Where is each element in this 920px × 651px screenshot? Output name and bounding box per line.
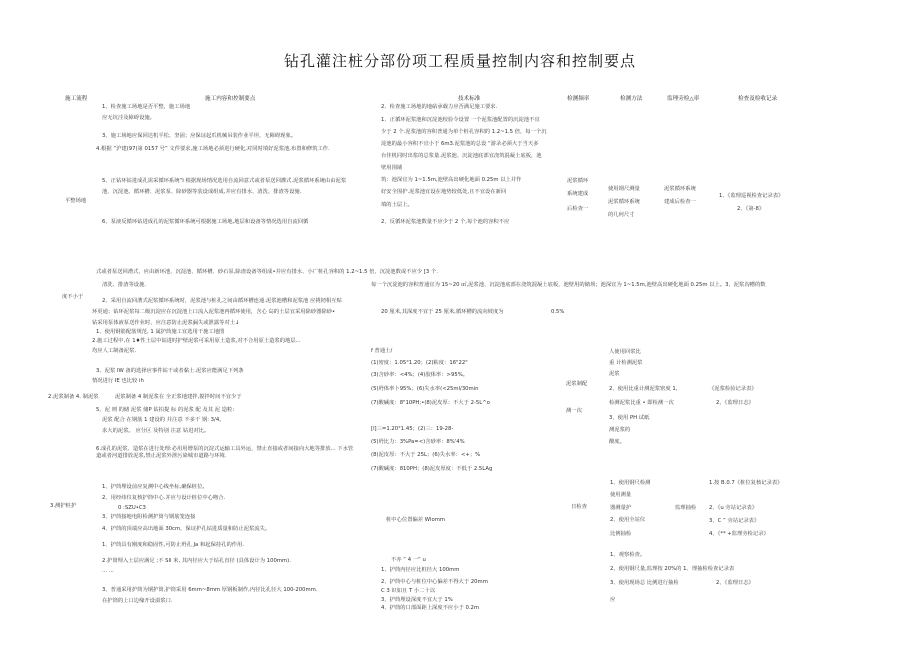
casing-content-6b: ... ... — [102, 568, 114, 574]
casing-method-5: 2、使用钢尺量,监理按 20%的 1、理抽检检查记录表 — [610, 566, 735, 572]
casing-record-2: 2、《u 旁站记录表》 — [709, 505, 758, 511]
mud-intro: 式或者泵送回漕式，应由新环池、沉淀池、循环槽、砂石泵,除渣设备等组成•并应有排水、小广桩孔容积的 1.2~1.5 倍，沉淀池数或不应少 [3 个. — [96, 269, 438, 275]
prep-content-5b: 泥浆 配合 在钢筋 1 建设的 并注意 不多干 钢: 3/4。 — [102, 417, 225, 423]
prep-method-7: 酸度。 — [609, 439, 625, 445]
prep-method-5: 3、使用 PH 试纸 — [609, 415, 650, 421]
prep-method-4: 2、使用比重计测泥浆密度 1, — [609, 386, 678, 392]
process-site-levelling: 平整场地 — [65, 198, 87, 204]
site-content-5: 5、正钻环钻进成孔需采循环系统“I 根据现场情况选用自流回意式或者泵送回灌式.泥浆循环系统由由泥浆 — [102, 178, 347, 184]
prep-content-6: 6.成孔的泥浆、造浆在进行处理:必用用增泵的沉淀式运输工具外运，禁止直接或者间接向大地等排放... 下水管道或者河道排放泥浆,禁止泥浆外泄污染城市道路与环境. — [96, 446, 354, 459]
casing-record-5: 2、《监理日志》 — [716, 580, 754, 586]
site-standard-2d: 台佳机同时出浆的总浆量.泥浆池、沉淀池底部宜浇筑混凝土底板，池 — [381, 153, 542, 159]
site-standard-2h: 填的土层上。 — [381, 202, 413, 208]
site-method-2: 泥浆循环系统 — [608, 199, 640, 205]
casing-standard-6: 4、护筒的口部面距上深度不应小于 0.2m — [381, 605, 480, 611]
site-freq-2: 系统建成 — [567, 191, 589, 197]
site-content-1: 1、检查施工场地是否平整，施工场地 — [102, 104, 191, 110]
site-content-6: 6、泵液反循环钻进成孔的泥浆循环系统可根据施工场地,地层和设备等情况选用自流回循 — [102, 219, 309, 225]
site-standard-2f: 筑：池深宜为 1~1.5m,池壁高出硬化地面 0.25m 以上并作 — [381, 177, 522, 183]
prep-record-1: 《泥浆检验记录表》 — [709, 386, 757, 392]
header-supervision: 监理旁检△率 — [667, 96, 700, 102]
site-standard-2g: 好安全围护.泥浆池宜设在地势较低处,且不宜设在新回 — [381, 189, 507, 195]
prep-standard-5: [l]三=1.20°1.45；(2)三：19-28- — [371, 426, 454, 432]
site-content-3: 3、施工场地应保回达机平松、坚固；应保证起爪机械吊装作业平坦、无障碍现象。 — [102, 133, 297, 139]
casing-method-1: 使用测量 — [610, 492, 632, 498]
casing-method-4: 1、观察检查。 — [610, 552, 646, 558]
mud-content-2b: 环更通；钻环泥浆每二级沉淀应在沉淀池上口流入泥浆池再循环使用，含心 岛的土层宜采用除砂器除砂• — [92, 309, 336, 315]
casing-record-1: 1.按 B.0.7《桩位复核记录表》 — [709, 480, 783, 486]
site-freq-3: 后检查一 — [567, 206, 589, 212]
header-standard: 技术标准 — [458, 96, 481, 102]
casing-record-4: 4、《** +监理旁检记录》 — [709, 531, 769, 537]
mud-standard-3: 0.5% — [551, 309, 565, 315]
prep-standard-1: (1)密度：1.05°1.20；(2)粘度：16"22" — [371, 360, 468, 366]
mud-intro-b: 清洗、排渣等设施. — [102, 282, 147, 288]
site-freq-1: 泥浆循环 — [567, 178, 589, 184]
prep-content-2: 2.施工过程中,在 1♦性土层中钻进时护壁泥浆可采用原土造浆,对不合用原土造浆的地层... — [92, 338, 301, 344]
site-sup-1: 泥浆循环系统 — [664, 186, 696, 192]
site-standard-2c: 淀池的最小容积不宜小于 6m3.泥浆池的总设 “游录必须大于当天多 — [381, 141, 539, 147]
site-method-1: 使用钢尺测量 — [608, 186, 640, 192]
header-method: 检测方法 — [620, 96, 643, 102]
prep-standard-3: (5)坍体率卜95%；(6)失水率(<25ml/30min — [371, 386, 479, 392]
prep-method-2: 重 计检测泥浆 — [609, 360, 643, 366]
process-casing: 3.测护桩护 — [50, 503, 77, 509]
site-standard-2i: 2、反循环泥浆池数量不应少于 2 个,每个池的容积不应 — [381, 219, 510, 225]
prep-standard-title: f 普通土/ — [371, 348, 393, 354]
casing-standard-5: 3、护筒埋设深度不宜大于 1% — [381, 597, 453, 603]
header-frequency: 检测频率 — [567, 96, 590, 102]
prep-standard-7: (8)泥皮厚：不大于 25L；(6)失水率：<+；% — [371, 452, 481, 458]
prep-freq-2: 测一次 — [566, 408, 582, 414]
site-content-4: 4.根据 “沪建(97)第 0157 号” 文件要求,施工场地必须进行硬化,对同时填好泥浆池,布置和修筑工作. — [96, 146, 330, 152]
page-title: 钻孔灌注桩分部份项工程质量控制内容和控制要点 — [283, 52, 636, 70]
prep-sup-1: 检测泥浆比重 • 即检测一次 — [609, 400, 674, 406]
casing-content-1: 1、护筒埋设前应复测中心线坐标,确保桩位。 — [102, 484, 208, 490]
casing-method-6: 3、使用现场总 比例进行抽检 — [610, 580, 679, 586]
prep-method-1: 人使用回浆比 — [609, 349, 641, 355]
prep-content-3: 3、泥浆 IW 备的选择应事件钻干或者黏土.泥浆应能满足下列条 — [96, 368, 244, 374]
mud-content-2: 2、采用自流回漕式泥浆循环系统时，泥浆池与桩孔之间由循环槽连通.泥浆池槽和泥浆池 应挑韧相互贴 — [102, 298, 342, 304]
site-record-2: 2、《第-8》 — [737, 206, 765, 212]
casing-method-2: 器测量护 — [610, 505, 632, 511]
mud-standard-1: 每一个沉淀池的容积普通宜为 15~20 ㎡,泥浆池、沉淀池底部在浇筑混凝土底板，池壁用的储坝；池深宜为 1~1.5m,池壁高出硬化地面 0.25m 以上。3、泥浆沟槽的数 — [371, 282, 766, 288]
prep-standard-6: (5)坍比力：3%Pa=<)含砂率：8%'4% — [371, 439, 465, 445]
casing-content-2: 2、用经纬仪复核护筒中心.并应与设计桩位中心吻合. — [102, 495, 226, 501]
casing-method-3: 2、使用全站仪 — [610, 517, 646, 523]
casing-standard-4: 2、护筒中心与桩位中心偏差不得大于 20mm — [381, 579, 488, 585]
casing-sup-1: 1、使用钢尺检测 — [610, 480, 651, 486]
prep-standard-8: (7)酸碱度：810PH；(8)泥皮厚度：不低于 2.5LAg — [371, 466, 493, 472]
casing-freq-1: 日检查 — [571, 504, 587, 510]
site-sup-2: 建成后检查一 — [664, 199, 696, 205]
casing-standard-2: 不亦 “ 4 一” u — [391, 557, 426, 563]
site-record-1: 1、《监理巡视检查记录表》 — [719, 193, 784, 199]
process-mud-prep: 2.泥浆制备 4. 制泥浆 — [48, 394, 99, 400]
header-process: 施工流程 — [65, 96, 88, 102]
casing-content-7b: 在护筒的上口边缘开设溢浆口. — [102, 598, 173, 604]
prep-freq-1: 泥浆制配 — [566, 381, 588, 387]
prep-content-4: 泥浆制备 4 制泥浆在 全正浆地建拌,搅拌时间不宜少于 — [115, 394, 242, 400]
casing-standard-1: 桩中心位置偏差 Wlomm — [386, 517, 446, 523]
casing-sup-3: 监理抽检 — [675, 505, 697, 511]
casing-standard-3: 1、护筒内径应比桩径大 100mm — [381, 567, 460, 573]
casing-record-3: 3、C ” 旁站记录表》 — [709, 518, 760, 524]
prep-content-2b: 均应人工制备泥浆. — [92, 348, 137, 354]
casing-content-6: 2.护筒埋入土层应满足 ;不 Sll 米, 其内径应大于钻孔直径 (具体设计为 100mm). — [102, 558, 291, 564]
casing-content-5: 1、护筒具有刚度和稳固性,可防止坍孔 Ja 和起保持孔的作用. — [102, 542, 245, 548]
prep-standard-4: (7)酸碱度：8"10PH;•(8)泥皮厚：不大于 2-5L^o — [371, 400, 490, 406]
prep-record-2: 2、《监理日志》 — [716, 400, 754, 406]
casing-content-2b: 0 :SZU•C3 — [118, 505, 146, 511]
casing-record-6: 应 — [610, 597, 616, 603]
header-record: 检查及检收记录 — [738, 96, 778, 102]
site-content-5b: 池、沉淀池、循环槽、泥浆泵、除砂器等装设成组成,并应有排水、清洗、排渣等设施. — [102, 189, 302, 195]
site-standard-2: 2、检查施工场地的地砧承载力应否满足施工要求. — [381, 104, 498, 110]
process-mud: 度不小于 — [62, 294, 84, 300]
site-standard-2b: 少于 2 个.泥浆池的容积普通为单个桩孔容积的 1.2~1.5 倍，每一个沉 — [381, 129, 547, 135]
casing-content-4: 4、护筒的顶端应高出地面 30cm，保证护孔钻进质量和防止泥浆流失。 — [102, 526, 271, 532]
site-content-1b: 应无坑洼及障碍设施。 — [102, 115, 155, 121]
site-standard-2a: 1、正循环泥浆池和沉淀池校验令设置 一个泥浆池配置的沉淀池不宜 — [381, 117, 540, 123]
header-content: 施工内容和控制要点 — [205, 96, 256, 102]
site-standard-2e: 壁用围墙 — [381, 165, 403, 171]
prep-method-3: 泥浆 — [609, 371, 620, 377]
prep-method-6: 测泥浆的 — [609, 427, 631, 433]
casing-content-3: 3、护筒接地电阻检测护筒与钢筋笼连接 — [102, 514, 196, 520]
mud-standard-2: 20 厘米,其深度不宜于 25 厘米,循环槽的流向坡度为 — [381, 309, 504, 315]
prep-content-5: 5、泥 则 的储 泥浆 储P 钻拍提 标 的泥浆 配 及其 泥 造粒: — [96, 407, 235, 413]
prep-content-3b: 情况进行 IE 也比较 ih — [92, 378, 144, 384]
prep-standard-2: (3)含砂率：<4%；(4)胶体率：>95%。 — [371, 372, 469, 378]
prep-note: 1、使用钢筋配筋规范, 1 属护筒施工宜选用干施工地图 — [96, 329, 225, 335]
casing-sup-2: 比例抽检 — [610, 531, 632, 537]
mud-content-2c: 钻采用泵体液泵送作业时，应注意防止泥浆漏失或泄露等对土↓ — [92, 320, 240, 326]
prep-content-5c: 求大的泥浆。 应分区 及特别 注意 钻进对比。 — [102, 428, 210, 434]
casing-content-7: 3、普通采用护筒为钢护筒,护筒采用 6mm~8mm 厚钢板制作,内径比孔径大 100-200mm. — [102, 587, 318, 593]
casing-standard-4b: C 3 识如且 T 小二十以 — [381, 588, 436, 594]
site-method-3: 的几何尺寸 — [608, 212, 635, 218]
